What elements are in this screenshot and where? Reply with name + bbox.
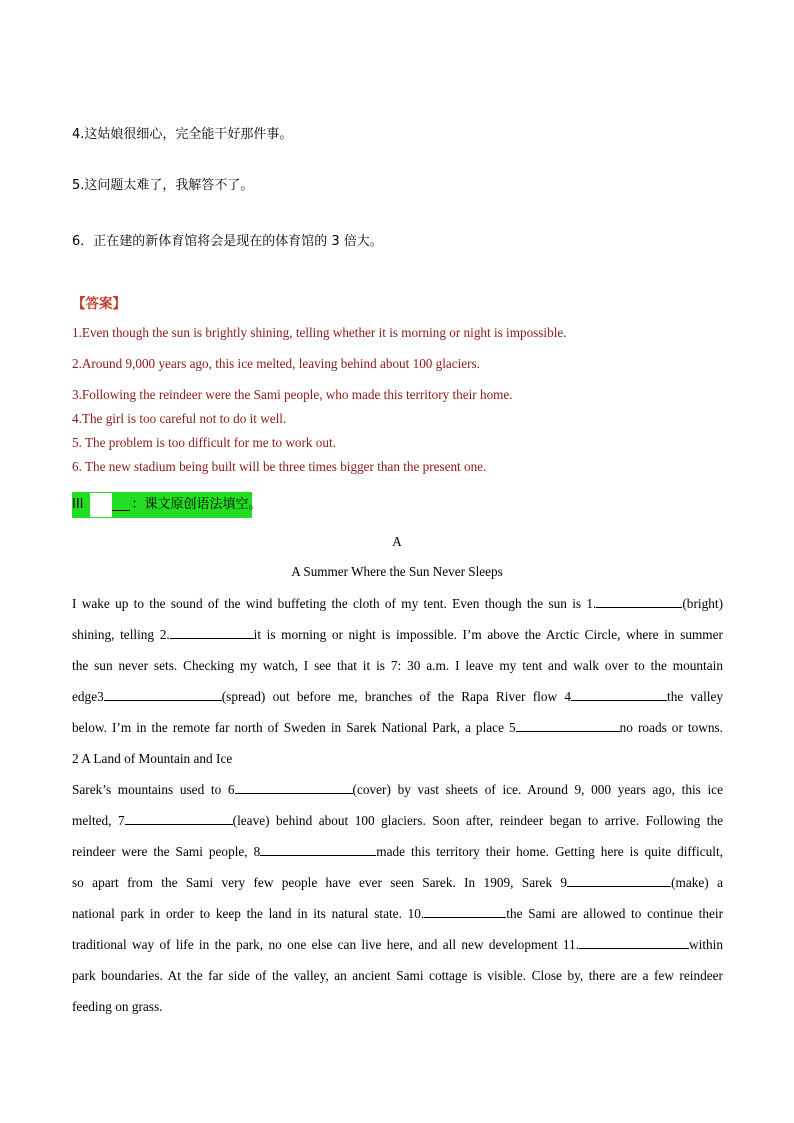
section-3-heading [72,492,262,518]
passage-line: Sarek’s mountains used to 6 (cover) by vast sheets of ice. Around 9, 000 years ago, this ice [72,774,723,805]
passage-line: I wake up to the sound of the wind buffeting the cloth of my tent. Even though the sun is 1. (bright) [72,588,723,619]
section-3-blank-box [90,493,112,517]
passage-line: melted, 7 (leave) behind about 100 glaciers. Soon after, reindeer began to arrive. Following the [72,805,723,836]
question-6-zh: 6．正在建的新体育馆将会是现在的体育馆的 3 倍大。 [72,234,383,249]
section-3-underline [112,492,130,511]
answer-1: 1.Even though the sun is brightly shining, telling whether it is morning or night is impossible. [72,325,567,340]
passage-line: park boundaries. At the far side of the valley, an ancient Sami cottage is visible. Close by, there are a few reindeer [72,968,723,983]
blank-7[interactable] [125,810,233,825]
passage-line: the sun never sets. Checking my watch, I see that it is 7: 30 a.m. I leave my tent and walk over to the mountain [72,658,723,673]
blank-4[interactable] [571,686,667,701]
blank-10[interactable] [424,903,506,918]
passage-line: below. I’m in the remote far north of Sweden in Sarek National Park, a place 5 no roads or towns. [72,712,723,743]
answer-5: 5. The problem is too difficult for me to work out. [72,435,336,450]
answer-3: 3.Following the reindeer were the Sami people, who made this territory their home. [72,387,513,402]
blank-8[interactable] [260,841,376,856]
answer-2: 2.Around 9,000 years ago, this ice melted, leaving behind about 100 glaciers. [72,356,480,371]
passage-line: edge3 (spread) out before me, branches of the Rapa River flow 4 the valley [72,681,723,712]
passage-body [72,588,723,1022]
passage-subheading: 2 A Land of Mountain and Ice [72,751,233,766]
blank-1[interactable] [596,593,682,608]
question-4-zh: 4.这姑娘很细心，完全能干好那件事。 [72,127,293,142]
passage-line: shining, telling 2. it is morning or night is impossible. I’m above the Arctic Circle, where in summer [72,619,723,650]
answer-4: 4.The girl is too careful not to do it well. [72,411,287,426]
passage-line: national park in order to keep the land in its natural state. 10. the Sami are allowed to continue their [72,898,723,929]
blank-9[interactable] [567,872,671,887]
passage-title: A Summer Where the Sun Never Sleeps [291,564,503,579]
section-3-label: ：课文原创语法填空。 [131,497,262,512]
section-3-prefix: III [72,497,84,512]
passage-line: so apart from the Sami very few people have ever seen Sarek. In 1909, Sarek 9 (make) a [72,867,723,898]
blank-2[interactable] [170,624,254,639]
answer-6: 6. The new stadium being built will be three times bigger than the present one. [72,459,487,474]
passage-line: traditional way of life in the park, no one else can live here, and all new development 11. within [72,929,723,960]
blank-5[interactable] [516,717,620,732]
passage-line: reindeer were the Sami people, 8 made this territory their home. Getting here is quite difficult, [72,836,723,867]
question-5-zh: 5.这问题太难了，我解答不了。 [72,178,254,193]
blank-3[interactable] [104,686,222,701]
passage-line: feeding on grass. [72,999,163,1014]
blank-11[interactable] [579,934,689,949]
blank-6[interactable] [235,779,353,794]
passage-letter: A [392,534,402,549]
answer-heading: 【答案】 [72,296,126,312]
